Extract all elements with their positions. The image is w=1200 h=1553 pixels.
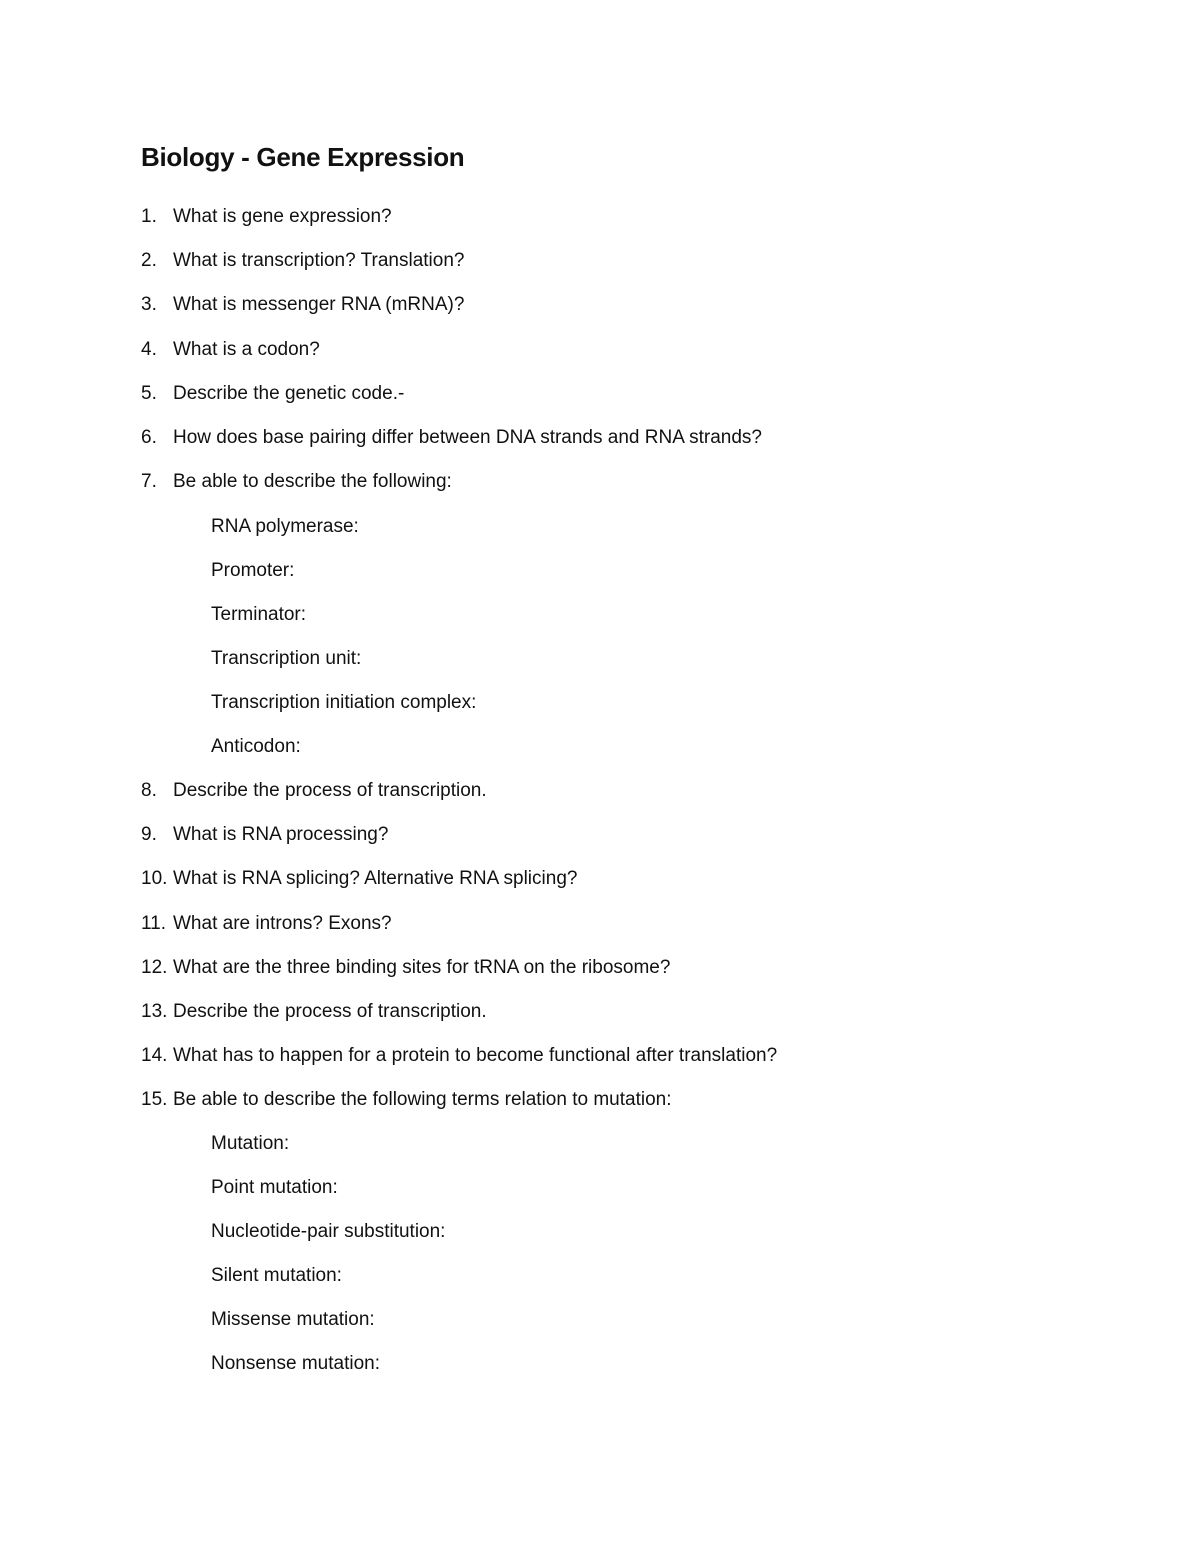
question-number: 15. <box>141 1089 168 1110</box>
term-item: Missense mutation: <box>211 1309 375 1330</box>
term-item: Silent mutation: <box>211 1265 342 1286</box>
question-text: Describe the genetic code.- <box>173 383 405 404</box>
term-item: Terminator: <box>211 604 307 625</box>
question-number: 9. <box>141 824 157 845</box>
question-number: 7. <box>141 471 157 492</box>
question-number: 1. <box>141 206 157 227</box>
question-number: 6. <box>141 427 157 448</box>
question-number: 4. <box>141 339 157 360</box>
term-item: Mutation: <box>211 1133 290 1154</box>
term-item: Promoter: <box>211 560 295 581</box>
question-text: What is RNA processing? <box>173 824 389 845</box>
question-number: 10. <box>141 868 168 889</box>
term-item: Transcription initiation complex: <box>211 692 477 713</box>
question-text: Be able to describe the following: <box>173 471 452 492</box>
question-number: 12. <box>141 957 168 978</box>
term-item: Point mutation: <box>211 1177 338 1198</box>
question-text: What is RNA splicing? Alternative RNA splicing? <box>173 868 578 889</box>
question-text: Describe the process of transcription. <box>173 1001 487 1022</box>
term-item: Nonsense mutation: <box>211 1353 380 1374</box>
question-text: What is gene expression? <box>173 206 392 227</box>
question-text: What is messenger RNA (mRNA)? <box>173 294 465 315</box>
term-item: Nucleotide-pair substitution: <box>211 1221 446 1242</box>
document-title: Biology - Gene Expression <box>141 142 465 172</box>
question-text: How does base pairing differ between DNA strands and RNA strands? <box>173 427 762 448</box>
question-number: 13. <box>141 1001 168 1022</box>
question-number: 3. <box>141 294 157 315</box>
question-text: What are introns? Exons? <box>173 913 392 934</box>
term-item: Transcription unit: <box>211 648 362 669</box>
question-number: 5. <box>141 383 157 404</box>
question-text: What is a codon? <box>173 339 320 360</box>
question-text: What has to happen for a protein to become functional after translation? <box>173 1045 778 1066</box>
question-number: 11. <box>141 913 167 934</box>
question-text: Describe the process of transcription. <box>173 780 487 801</box>
question-text: What are the three binding sites for tRNA on the ribosome? <box>173 957 671 978</box>
question-number: 2. <box>141 250 157 271</box>
question-number: 8. <box>141 780 157 801</box>
question-number: 14. <box>141 1045 168 1066</box>
question-text: What is transcription? Translation? <box>173 250 465 271</box>
term-item: Anticodon: <box>211 736 301 757</box>
term-item: RNA polymerase: <box>211 516 359 537</box>
question-text: Be able to describe the following terms relation to mutation: <box>173 1089 672 1110</box>
